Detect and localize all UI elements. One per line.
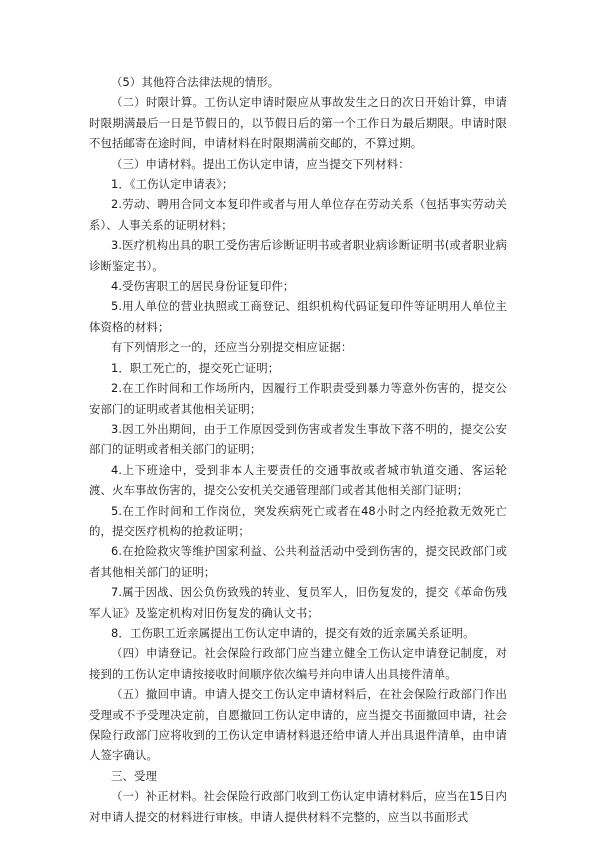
list-item-material-3: 3.医疗机构出具的职工受伤害后诊断证明书或者职业病诊断证明书(或者职业病诊断鉴定书）。 <box>89 238 507 273</box>
list-item-evidence-3: 3.因工外出期间，由于工作原因受到伤害或者发生事故下落不明的，提交公安部门的证明或者相关部门的证明； <box>89 421 507 457</box>
list-item-material-5: 5.用人单位的营业执照或工商登记、组织机构代码证复印件等证明用人单位主体资格的材料； <box>89 299 507 334</box>
list-item-evidence-2: 2.在工作时间和工作场所内，因履行工作职责受到暴力等意外伤害的，提交公安部门的证明或者其他相关证明； <box>89 381 507 416</box>
list-item-evidence-5: 5.在工作时间和工作岗位，突发疾病死亡或者在48小时之内经抢救无效死亡的，提交医疗机构的抢救证明； <box>89 503 507 538</box>
list-item-evidence-8: 8．工伤职工近亲属提出工伤认定申请的，提交有效的近亲属关系证明。 <box>111 625 475 640</box>
paragraph-extra-evidence: 有下列情形之一的，还应当分别提交相应证据： <box>111 340 353 355</box>
paragraph-other-legal-cases: （5）其他符合法律法规的情形。 <box>111 75 280 89</box>
paragraph-application-materials: （三）申请材料。提出工伤认定申请，应当提交下列材料： <box>111 156 410 171</box>
section-heading-acceptance: 三、受理 <box>111 768 157 783</box>
paragraph-registration: （四）申请登记。社会保险行政部门应当建立健全工伤认定申请登记制度，对接到的工伤认定申请按接收时间顺序依次编号并向申请人出具接件清单。 <box>89 646 507 681</box>
list-item-evidence-1: 1．职工死亡的，提交死亡证明； <box>111 360 280 375</box>
document-body <box>89 72 507 827</box>
paragraph-supplement-materials: （一）补正材料。社会保险行政部门收到工伤认定申请材料后，应当在15日内对申请人提交的材料进行审核。申请人提供材料不完整的，应当以书面形式 <box>89 789 507 824</box>
list-item-evidence-4: 4.上下班途中，受到非本人主要责任的交通事故或者城市轨道交通、客运轮渡、火车事故伤害的，提交公安机关交通管理部门或者其他相关部门证明； <box>89 462 507 498</box>
list-item-evidence-7: 7.属于因战、因公负伤致残的转业、复员军人，旧伤复发的，提交《革命伤残军人证》及鉴定机构对旧伤复发的确认文书； <box>89 585 507 620</box>
list-item-material-2: 2.劳动、聘用合同文本复印件或者与用人单位存在劳动关系（包括事实劳动关系）、人事关系的证明材料； <box>89 197 507 232</box>
list-item-material-4: 4.受伤害职工的居民身份证复印件； <box>111 279 295 294</box>
list-item-material-1: 1．《工伤认定申请表》； <box>111 177 234 192</box>
list-item-evidence-6: 6.在抢险救灾等维护国家利益、公共利益活动中受到伤害的，提交民政部门或者其他相关部门的证明； <box>89 544 507 579</box>
paragraph-time-limit: （二）时限计算。工伤认定申请时限应从事故发生之日的次日开始计算，申请时限期满最后一日是节假日的，以节假日后的第一个工作日为最后期限。申请时限不包括邮寄在途时间，申请材料在时限期满前交邮的，不算过期。 <box>89 95 507 151</box>
paragraph-withdrawal: （五）撤回申请。申请人提交工伤认定申请材料后，在社会保险行政部门作出受理或不予受理决定前，自愿撤回工伤认定申请的，应当提交书面撤回申请，社会保险行政部门应将收到的工伤认定申请材料退还给申请人并出具退件清单，由申请人签字确认。 <box>89 687 507 763</box>
